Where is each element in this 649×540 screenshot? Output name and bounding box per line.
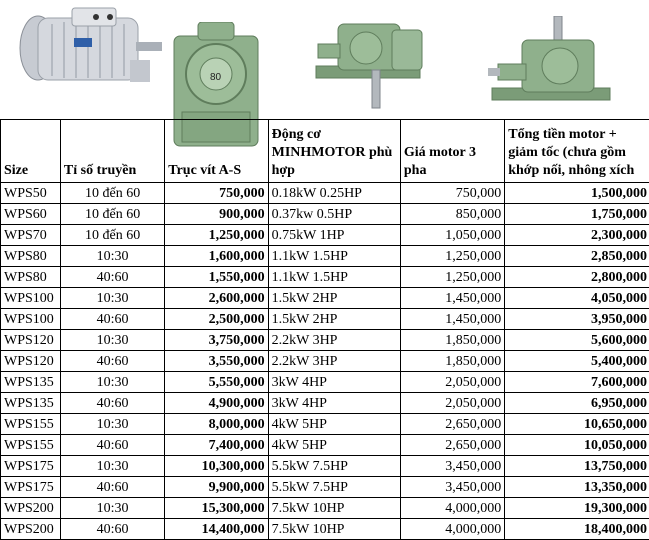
cell-ratio: 40:60 — [60, 519, 164, 540]
cell-motor: 3kW 4HP — [268, 393, 400, 414]
cell-motor: 1.5kW 2HP — [268, 288, 400, 309]
worm-gearbox-shaft-icon — [486, 16, 616, 110]
cell-motor: 7.5kW 10HP — [268, 519, 400, 540]
cell-motor-price: 1,250,000 — [400, 267, 504, 288]
cell-ratio: 10:30 — [60, 372, 164, 393]
table-row — [1, 204, 649, 225]
table-row — [1, 393, 649, 414]
cell-ratio: 10:30 — [60, 246, 164, 267]
cell-worm-price: 1,550,000 — [165, 267, 268, 288]
cell-worm-price: 9,900,000 — [165, 477, 268, 498]
cell-ratio: 40:60 — [60, 393, 164, 414]
table-header-row — [1, 120, 649, 183]
cell-size: WPS50 — [1, 183, 61, 204]
cell-ratio: 40:60 — [60, 477, 164, 498]
cell-size: WPS200 — [1, 498, 61, 519]
cell-worm-price: 3,550,000 — [165, 351, 268, 372]
cell-size: WPS80 — [1, 267, 61, 288]
cell-motor: 1.1kW 1.5HP — [268, 246, 400, 267]
cell-total: 3,950,000 — [505, 309, 649, 330]
header-motor: Động cơ MINHMOTOR phù hợp — [268, 120, 400, 183]
table-row — [1, 351, 649, 372]
cell-worm-price: 14,400,000 — [165, 519, 268, 540]
table-row — [1, 267, 649, 288]
table-row — [1, 288, 649, 309]
table-row — [1, 435, 649, 456]
cell-motor-price: 850,000 — [400, 204, 504, 225]
product-images — [0, 0, 649, 120]
cell-size: WPS100 — [1, 309, 61, 330]
cell-size: WPS135 — [1, 372, 61, 393]
table-row — [1, 183, 649, 204]
cell-size: WPS155 — [1, 435, 61, 456]
cell-size: WPS120 — [1, 351, 61, 372]
cell-ratio: 10:30 — [60, 288, 164, 309]
header-size: Size — [1, 120, 61, 183]
cell-worm-price: 750,000 — [165, 183, 268, 204]
cell-motor: 1.5kW 2HP — [268, 309, 400, 330]
cell-ratio: 10:30 — [60, 414, 164, 435]
table-row — [1, 372, 649, 393]
cell-ratio: 10:30 — [60, 456, 164, 477]
table-row — [1, 456, 649, 477]
cell-motor-price: 750,000 — [400, 183, 504, 204]
cell-worm-price: 900,000 — [165, 204, 268, 225]
table-row — [1, 498, 649, 519]
cell-motor-price: 2,050,000 — [400, 393, 504, 414]
table-row — [1, 225, 649, 246]
cell-ratio: 10 đến 60 — [60, 183, 164, 204]
cell-motor: 2.2kW 3HP — [268, 330, 400, 351]
cell-motor-price: 4,000,000 — [400, 498, 504, 519]
cell-motor: 0.37kw 0.5HP — [268, 204, 400, 225]
electric-motor-icon — [12, 2, 162, 88]
cell-total: 5,400,000 — [505, 351, 649, 372]
worm-gearbox-side-icon — [308, 10, 436, 110]
cell-total: 5,600,000 — [505, 330, 649, 351]
cell-motor: 2.2kW 3HP — [268, 351, 400, 372]
cell-size: WPS70 — [1, 225, 61, 246]
cell-motor: 0.18kW 0.25HP — [268, 183, 400, 204]
cell-motor-price: 1,850,000 — [400, 330, 504, 351]
cell-worm-price: 5,550,000 — [165, 372, 268, 393]
cell-motor: 7.5kW 10HP — [268, 498, 400, 519]
cell-worm-price: 8,000,000 — [165, 414, 268, 435]
cell-total: 2,800,000 — [505, 267, 649, 288]
cell-motor: 0.75kW 1HP — [268, 225, 400, 246]
cell-ratio: 40:60 — [60, 309, 164, 330]
cell-size: WPS135 — [1, 393, 61, 414]
cell-worm-price: 10,300,000 — [165, 456, 268, 477]
cell-motor: 4kW 5HP — [268, 435, 400, 456]
cell-size: WPS60 — [1, 204, 61, 225]
table-row — [1, 519, 649, 540]
cell-ratio: 40:60 — [60, 435, 164, 456]
cell-worm-price: 1,250,000 — [165, 225, 268, 246]
cell-motor-price: 3,450,000 — [400, 456, 504, 477]
cell-size: WPS120 — [1, 330, 61, 351]
cell-total: 18,400,000 — [505, 519, 649, 540]
table-row — [1, 309, 649, 330]
cell-motor: 5.5kW 7.5HP — [268, 477, 400, 498]
cell-motor: 4kW 5HP — [268, 414, 400, 435]
cell-motor-price: 2,650,000 — [400, 414, 504, 435]
header-motor-price: Giá motor 3 pha — [400, 120, 504, 183]
cell-worm-price: 2,600,000 — [165, 288, 268, 309]
table-row — [1, 330, 649, 351]
cell-total: 13,750,000 — [505, 456, 649, 477]
cell-ratio: 40:60 — [60, 267, 164, 288]
cell-motor: 3kW 4HP — [268, 372, 400, 393]
cell-total: 2,850,000 — [505, 246, 649, 267]
cell-total: 6,950,000 — [505, 393, 649, 414]
cell-worm-price: 15,300,000 — [165, 498, 268, 519]
cell-size: WPS200 — [1, 519, 61, 540]
header-ratio: Tỉ số truyền — [60, 120, 164, 183]
header-total: Tổng tiền motor + giảm tốc (chưa gồm khớp nối, nhông xích — [505, 120, 649, 183]
cell-size: WPS155 — [1, 414, 61, 435]
cell-motor-price: 1,050,000 — [400, 225, 504, 246]
table-row — [1, 477, 649, 498]
cell-total: 1,500,000 — [505, 183, 649, 204]
cell-total: 13,350,000 — [505, 477, 649, 498]
cell-ratio: 10:30 — [60, 498, 164, 519]
cell-size: WPS100 — [1, 288, 61, 309]
cell-size: WPS175 — [1, 477, 61, 498]
cell-worm-price: 2,500,000 — [165, 309, 268, 330]
cell-motor-price: 1,450,000 — [400, 288, 504, 309]
price-table — [0, 119, 649, 540]
header-worm-price: Trục vít A-S — [165, 120, 268, 183]
cell-total: 19,300,000 — [505, 498, 649, 519]
gearbox-size-label: 80 — [210, 72, 222, 83]
table-row — [1, 414, 649, 435]
cell-ratio: 10:30 — [60, 330, 164, 351]
table-body — [1, 183, 649, 540]
cell-ratio: 40:60 — [60, 351, 164, 372]
cell-ratio: 10 đến 60 — [60, 225, 164, 246]
cell-motor-price: 1,250,000 — [400, 246, 504, 267]
cell-worm-price: 7,400,000 — [165, 435, 268, 456]
cell-total: 4,050,000 — [505, 288, 649, 309]
cell-worm-price: 3,750,000 — [165, 330, 268, 351]
cell-motor-price: 4,000,000 — [400, 519, 504, 540]
cell-total: 10,050,000 — [505, 435, 649, 456]
cell-motor: 1.1kW 1.5HP — [268, 267, 400, 288]
cell-motor: 5.5kW 7.5HP — [268, 456, 400, 477]
cell-total: 7,600,000 — [505, 372, 649, 393]
cell-worm-price: 1,600,000 — [165, 246, 268, 267]
cell-size: WPS175 — [1, 456, 61, 477]
cell-motor-price: 2,050,000 — [400, 372, 504, 393]
cell-total: 1,750,000 — [505, 204, 649, 225]
cell-worm-price: 4,900,000 — [165, 393, 268, 414]
cell-motor-price: 1,850,000 — [400, 351, 504, 372]
cell-motor-price: 3,450,000 — [400, 477, 504, 498]
cell-motor-price: 1,450,000 — [400, 309, 504, 330]
cell-ratio: 10 đến 60 — [60, 204, 164, 225]
cell-size: WPS80 — [1, 246, 61, 267]
cell-total: 10,650,000 — [505, 414, 649, 435]
cell-motor-price: 2,650,000 — [400, 435, 504, 456]
table-row — [1, 246, 649, 267]
cell-total: 2,300,000 — [505, 225, 649, 246]
